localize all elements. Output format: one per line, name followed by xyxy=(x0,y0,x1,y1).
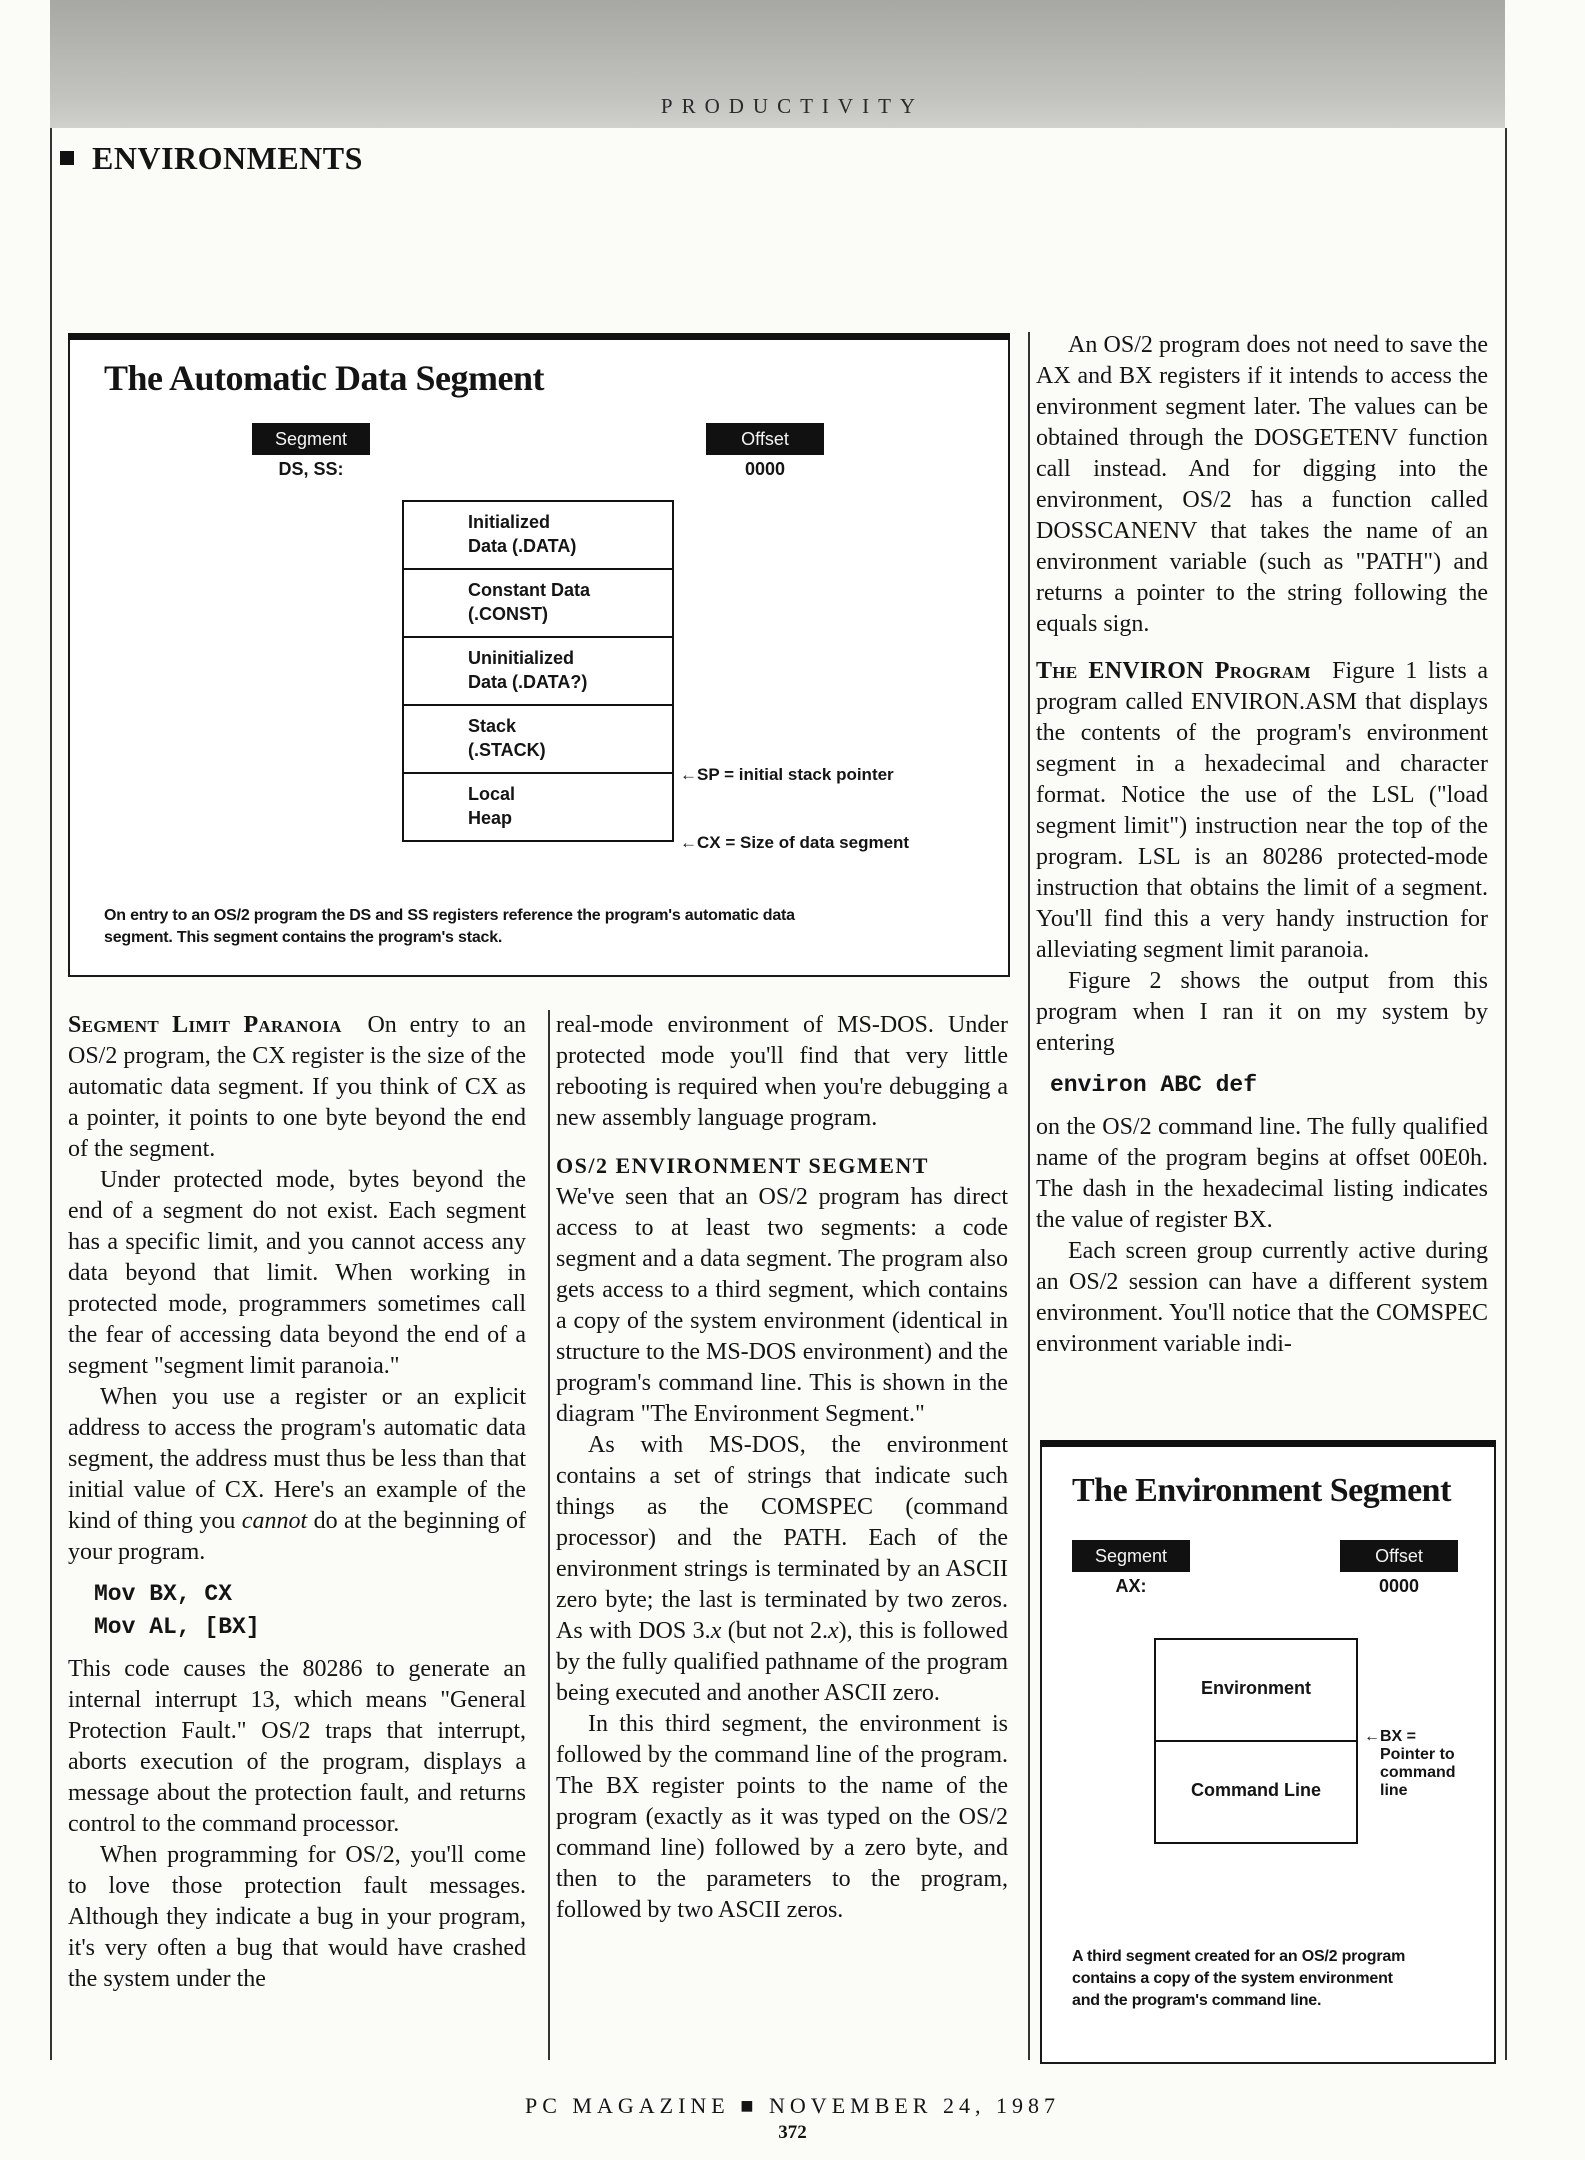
paragraph: Under protected mode, bytes beyond the end of a segment do not exist. Each segment has a specific limit, and you cannot access any data beyond that limit. When working in protected mode, programmers sometimes call the fear of accessing data beyond the end of a segment "segment limit paranoia." xyxy=(68,1167,526,1379)
code-line: Mov BX, CX xyxy=(94,1581,233,1607)
segment-tag: Segment xyxy=(252,423,370,455)
paragraph: on the OS/2 command line. The fully qualified name of the program begins at offset 00E0h. The dash in the hexadecimal listing indicates the value of register BX. xyxy=(1036,1114,1488,1233)
paragraph xyxy=(556,1430,1008,1709)
page-number: 372 xyxy=(778,2122,807,2143)
spacer xyxy=(556,1134,1008,1150)
spacer xyxy=(1036,640,1488,656)
caption-line-1: On entry to an OS/2 program the DS and SS registers reference the program's automatic data xyxy=(104,907,795,924)
environment-segment-diagram xyxy=(1154,1638,1358,1844)
paragraph: Figure 2 shows the output from this program when I ran it on my system by entering xyxy=(1036,968,1488,1056)
block-label-line-2: Data (.DATA) xyxy=(468,536,577,556)
section-heading: The ENVIRON Program xyxy=(1036,658,1311,684)
caption-line-1: A third segment created for an OS/2 program xyxy=(1072,1948,1406,1965)
offset-tag: Offset xyxy=(1340,1540,1458,1572)
data-segment-diagram xyxy=(402,500,674,842)
figure-environment-segment xyxy=(1040,1440,1496,2064)
offset-value: 0000 xyxy=(1378,1576,1420,1596)
column-3 xyxy=(1036,330,1488,1360)
code-listing xyxy=(94,1578,526,1644)
paragraph-text: On entry to an OS/2 program, the CX register is the size of the automatic data segment. If you think of CX as a pointer, it points to one byte beyond the end of the segment. xyxy=(68,1012,526,1162)
block-label-line-2: Heap xyxy=(468,808,513,828)
block-label-line-2: (.CONST) xyxy=(468,604,548,624)
bx-pointer-note xyxy=(1364,1728,1456,1800)
note-line: ←BX = xyxy=(1364,1728,1417,1745)
block-label-line-1: Stack xyxy=(468,716,517,736)
paragraph: When programming for OS/2, you'll come to love those protection fault messages. Although they indicate a bug in your program, it's very often a bug that would have crashed the system under the xyxy=(68,1842,526,1992)
segment-block-local-heap xyxy=(404,774,672,840)
figure-title: The Automatic Data Segment xyxy=(104,358,544,398)
left-page-rule xyxy=(50,128,52,2060)
figure-top-bar xyxy=(1040,1440,1496,1447)
column-rule-2 xyxy=(1028,332,1030,2060)
block-label-line-1: Uninitialized xyxy=(468,648,575,668)
figure-caption xyxy=(104,905,984,949)
paragraph xyxy=(68,1010,526,1165)
block-label-line-2: Data (.DATA?) xyxy=(468,672,588,692)
segment-value: AX: xyxy=(1115,1576,1147,1596)
footer-publication: PC MAGAZINE ■ NOVEMBER 24, 1987 xyxy=(525,2093,1060,2118)
section-heading-text: OS/2 ENVIRONMENT SEGMENT xyxy=(556,1153,929,1178)
column-2 xyxy=(556,1010,1008,1926)
emphasis: x xyxy=(710,1618,722,1644)
column-rule-1 xyxy=(548,1010,550,2060)
paragraph: In this third segment, the environment is followed by the command line of the program. The BX register points to the name of the program (exactly as it was typed on the OS/2 command line) followed by a zero byte, and then to the parameters to the program, followed by two ASCII zeros. xyxy=(556,1711,1008,1923)
block-label-line-2: (.STACK) xyxy=(468,740,546,760)
cx-size-note: ←CX = Size of data segment xyxy=(680,833,910,852)
segment-block-initialized-data xyxy=(404,502,672,570)
paragraph-text: (but not 2. xyxy=(721,1618,829,1644)
code-line: Mov AL, [BX] xyxy=(94,1614,260,1640)
paragraph-text: When you use a register or an explicit address to access the program's automatic data segment, the address must thus be less than that initial value of CX. Here's an example of the kind of thing you xyxy=(68,1384,526,1534)
figure-automatic-data-segment xyxy=(68,333,1010,977)
department-title xyxy=(60,140,363,177)
segment-block-uninitialized-data xyxy=(404,638,672,706)
block-label-line-1: Initialized xyxy=(468,512,551,532)
paragraph xyxy=(1036,656,1488,966)
section-heading xyxy=(556,1150,1008,1182)
paragraph xyxy=(68,1382,526,1568)
segment-block-environment: Environment xyxy=(1156,1640,1356,1742)
right-page-rule xyxy=(1505,128,1507,2060)
offset-tag: Offset xyxy=(706,423,824,455)
sp-pointer-note: ←SP = initial stack pointer xyxy=(680,765,894,784)
paragraph-text: do at the beginning of your program. xyxy=(68,1508,526,1565)
block-label-line-1: Constant Data xyxy=(468,580,591,600)
paragraph-text: As with MS-DOS, the environment contains a set of strings that indicate such things as the COMSPEC (command processor) and the PATH. Each of the environment strings is terminated by an ASCII zero byte; the last is terminated by two zeros. As with DOS 3. xyxy=(556,1432,1008,1644)
caption-line-3: and the program's command line. xyxy=(1072,1992,1322,2009)
caption-line-2: contains a copy of the system environment xyxy=(1072,1970,1393,1987)
block-label-line-1: Local xyxy=(468,784,516,804)
column-1 xyxy=(68,1010,526,1995)
section-label: PRODUCTIVITY xyxy=(660,94,925,118)
paragraph: Each screen group currently active during an OS/2 session can have a different system environment. You'll notice that the COMSPEC environment variable indi- xyxy=(1036,1238,1488,1357)
paragraph: We've seen that an OS/2 program has direct access to at least two segments: a code segment and a data segment. The program also gets access to a third segment, which contains a copy of the system environment (identical in structure to the MS-DOS environment) and the program's command line. This is shown in the diagram "The Environment Segment." xyxy=(556,1184,1008,1427)
segment-block-command-line: Command Line xyxy=(1190,1780,1321,1800)
emphasis: cannot xyxy=(241,1508,308,1534)
note-line: command xyxy=(1380,1764,1456,1781)
segment-block-stack xyxy=(404,706,672,774)
paragraph: An OS/2 program does not need to save the AX and BX registers if it intends to access the environment segment later. The values can be obtained through the DOSGETENV function call instead. And for digging into the environment, OS/2 has a function called DOSSCANENV that takes the name of an environment variable (such as "PATH") and returns a pointer to the string following the equals sign. xyxy=(1036,332,1488,637)
segment-block-constant-data xyxy=(404,570,672,638)
paragraph: real-mode environment of MS-DOS. Under protected mode you'll find that very little rebooting is required when you're debugging a new assembly language program. xyxy=(556,1012,1008,1131)
segment-value: DS, SS: xyxy=(278,459,344,479)
figure-caption xyxy=(1072,1946,1482,2012)
department-label: ENVIRONMENTS xyxy=(92,140,363,176)
figure-title: The Environment Segment xyxy=(1072,1472,1451,1509)
note-line: Pointer to xyxy=(1380,1746,1455,1763)
caption-line-2: segment. This segment contains the program's stack. xyxy=(104,929,503,946)
figure-top-bar xyxy=(68,333,1010,340)
bullet-square-icon xyxy=(60,151,74,165)
note-line: line xyxy=(1380,1782,1408,1799)
segment-tag: Segment xyxy=(1072,1540,1190,1572)
offset-value: 0000 xyxy=(744,459,786,479)
section-heading: Segment Limit Paranoia xyxy=(68,1012,342,1038)
emphasis: x xyxy=(828,1618,839,1644)
code-listing: environ ABC def xyxy=(1050,1072,1258,1098)
paragraph: This code causes the 80286 to generate an internal interrupt 13, which means "General Protection Fault." OS/2 traps that interrupt, aborts execution of the program, displays a message about the protection fault, and returns control to the command processor. xyxy=(68,1656,526,1837)
paragraph-text: ), this is followed by the fully qualified pathname of the program being executed and another ASCII zero. xyxy=(556,1618,1008,1706)
paragraph-text: Figure 1 lists a program called ENVIRON.ASM that displays the contents of the program's environment segment in a hexadecimal and character format. Notice the use of the LSL ("load segment limit") instruction near the top of the program. LSL is an 80286 protected-mode instruction that obtains the limit of a segment. You'll find this a very handy instruction for alleviating segment limit paranoia. xyxy=(1036,658,1489,963)
